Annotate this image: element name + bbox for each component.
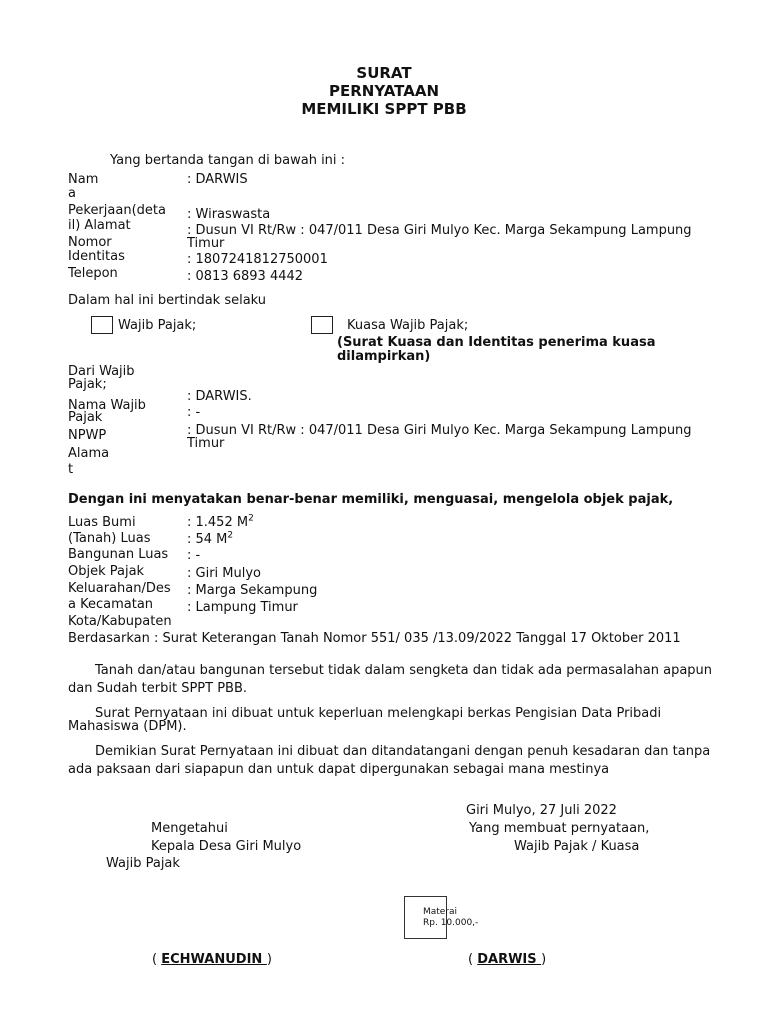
place-date: Giri Mulyo, 27 Juli 2022 — [466, 803, 617, 818]
paragraph-1-line-2: dan Sudah terbit SPPT PBB. — [68, 681, 248, 696]
value-kecamatan: : Marga Sekampung — [187, 583, 318, 598]
value-alamat-wp-line-2: Timur — [187, 436, 225, 451]
label-nama: Nam — [68, 172, 99, 187]
document-title-line-3: MEMILIKI SPPT PBB — [301, 100, 467, 118]
wajib-pajak-label: Wajib Pajak — [106, 856, 180, 871]
label-nama-cont: a — [68, 186, 76, 201]
label-pekerjaan: Pekerjaan(deta — [68, 203, 166, 218]
checkbox-kuasa-wajib-pajak[interactable] — [311, 316, 333, 334]
kuasa-note-line-2: dilampirkan) — [337, 349, 431, 364]
label-kota-kabupaten: Kota/Kabupaten — [68, 614, 172, 629]
signatory-right: ( DARWIS ) — [468, 952, 547, 967]
paragraph-2-line-1: Surat Pernyataan ini dibuat untuk keperluan melengkapi berkas Pengisian Data Pribadi — [95, 706, 662, 721]
label-keluarahan: Keluarahan/Des — [68, 581, 171, 596]
mengetahui-label: Mengetahui — [151, 821, 228, 836]
value-alamat-line-1: : Dusun VI Rt/Rw : 047/011 Desa Giri Mulyo Kec. Marga Sekampung Lampung — [187, 223, 692, 238]
value-alamat-wp-line-1: : Dusun VI Rt/Rw : 047/011 Desa Giri Mulyo Kec. Marga Sekampung Lampung — [187, 423, 692, 438]
label-nomor: Nomor — [68, 235, 112, 250]
value-nomor-identitas: : 1807241812750001 — [187, 252, 328, 267]
acting-as-text: Dalam hal ini bertindak selaku — [68, 293, 267, 308]
document-title-line-2: PERNYATAAN — [328, 82, 440, 100]
paragraph-1-line-1: Tanah dan/atau bangunan tersebut tidak dalam sengketa dan tidak ada permasalahan apapun — [95, 663, 713, 678]
label-nama-wajib-pajak: Nama Wajib — [68, 398, 146, 413]
value-nama: : DARWIS — [187, 172, 248, 187]
label-kecamatan: a Kecamatan — [68, 597, 154, 612]
label-dari-wajib-pajak-cont: Pajak; — [68, 377, 107, 392]
paragraph-2-line-2: Mahasiswa (DPM). — [68, 719, 187, 734]
value-pekerjaan: : Wiraswasta — [187, 207, 271, 222]
declaration-text: Dengan ini menyatakan benar-benar memiliki, menguasai, mengelola objek pajak, — [68, 492, 674, 507]
label-alamat: il) Alamat — [68, 218, 131, 233]
wajib-pajak-kuasa-label: Wajib Pajak / Kuasa — [514, 839, 640, 854]
label-bangunan-luas: Bangunan Luas — [68, 547, 169, 562]
value-telepon: : 0813 6893 4442 — [187, 269, 304, 284]
label-objek-pajak: Objek Pajak — [68, 564, 145, 579]
signatory-right-name: DARWIS — [477, 952, 542, 967]
paragraph-3-line-2: ada paksaan dari siapapun dan untuk dapat dipergunakan sebagai mana mestinya — [68, 762, 610, 777]
label-alamat-wp-cont: t — [68, 462, 74, 477]
label-luas-bumi: Luas Bumi — [68, 515, 136, 530]
label-alamat-wp: Alama — [68, 446, 110, 461]
label-tanah-luas: (Tanah) Luas — [68, 531, 151, 546]
value-kabupaten: : Lampung Timur — [187, 600, 298, 615]
materai-amount: Rp. 10.000,- — [423, 918, 479, 928]
value-npwp: : - — [187, 405, 201, 420]
option-kuasa-label: Kuasa Wajib Pajak; — [347, 318, 469, 333]
label-npwp: NPWP — [68, 428, 107, 443]
label-identitas: Identitas — [68, 249, 125, 264]
kepala-desa-label: Kepala Desa Giri Mulyo — [151, 839, 302, 854]
kuasa-note-line-1: (Surat Kuasa dan Identitas penerima kuasa — [337, 335, 656, 350]
document-title-line-1: SURAT — [356, 64, 412, 82]
label-nama-wajib-pajak-cont: Pajak — [68, 410, 103, 425]
label-dari-wajib-pajak: Dari Wajib — [68, 364, 135, 379]
paragraph-3-line-1: Demikian Surat Pernyataan ini dibuat dan ditandatangani dengan penuh kesadaran dan tanpa — [95, 744, 711, 759]
option-wajib-pajak-label: Wajib Pajak; — [118, 318, 197, 333]
value-nama-wajib-pajak: : DARWIS. — [187, 389, 252, 404]
materai-label: Materai — [423, 907, 458, 917]
basis-text: Berdasarkan : Surat Keterangan Tanah Nomor 551/ 035 /13.09/2022 Tanggal 17 Oktober 2011 — [68, 631, 681, 646]
value-tanah-luas: : 54 $M^2$ — [187, 530, 234, 547]
intro-text: Yang bertanda tangan di bawah ini : — [110, 153, 346, 168]
value-bangunan: : - — [187, 548, 201, 563]
value-luas-bumi: : 1.452 $M^2$ — [187, 513, 254, 530]
yang-membuat-label: Yang membuat pernyataan, — [469, 821, 650, 836]
materai-stamp — [404, 896, 479, 939]
value-alamat-line-2: Timur — [187, 236, 225, 251]
signatory-left: ( ECHWANUDIN ) — [152, 952, 272, 967]
signatory-left-name: ECHWANUDIN — [161, 952, 267, 967]
value-desa: : Giri Mulyo — [187, 566, 262, 581]
checkbox-wajib-pajak[interactable] — [91, 316, 113, 334]
label-telepon: Telepon — [68, 266, 118, 281]
